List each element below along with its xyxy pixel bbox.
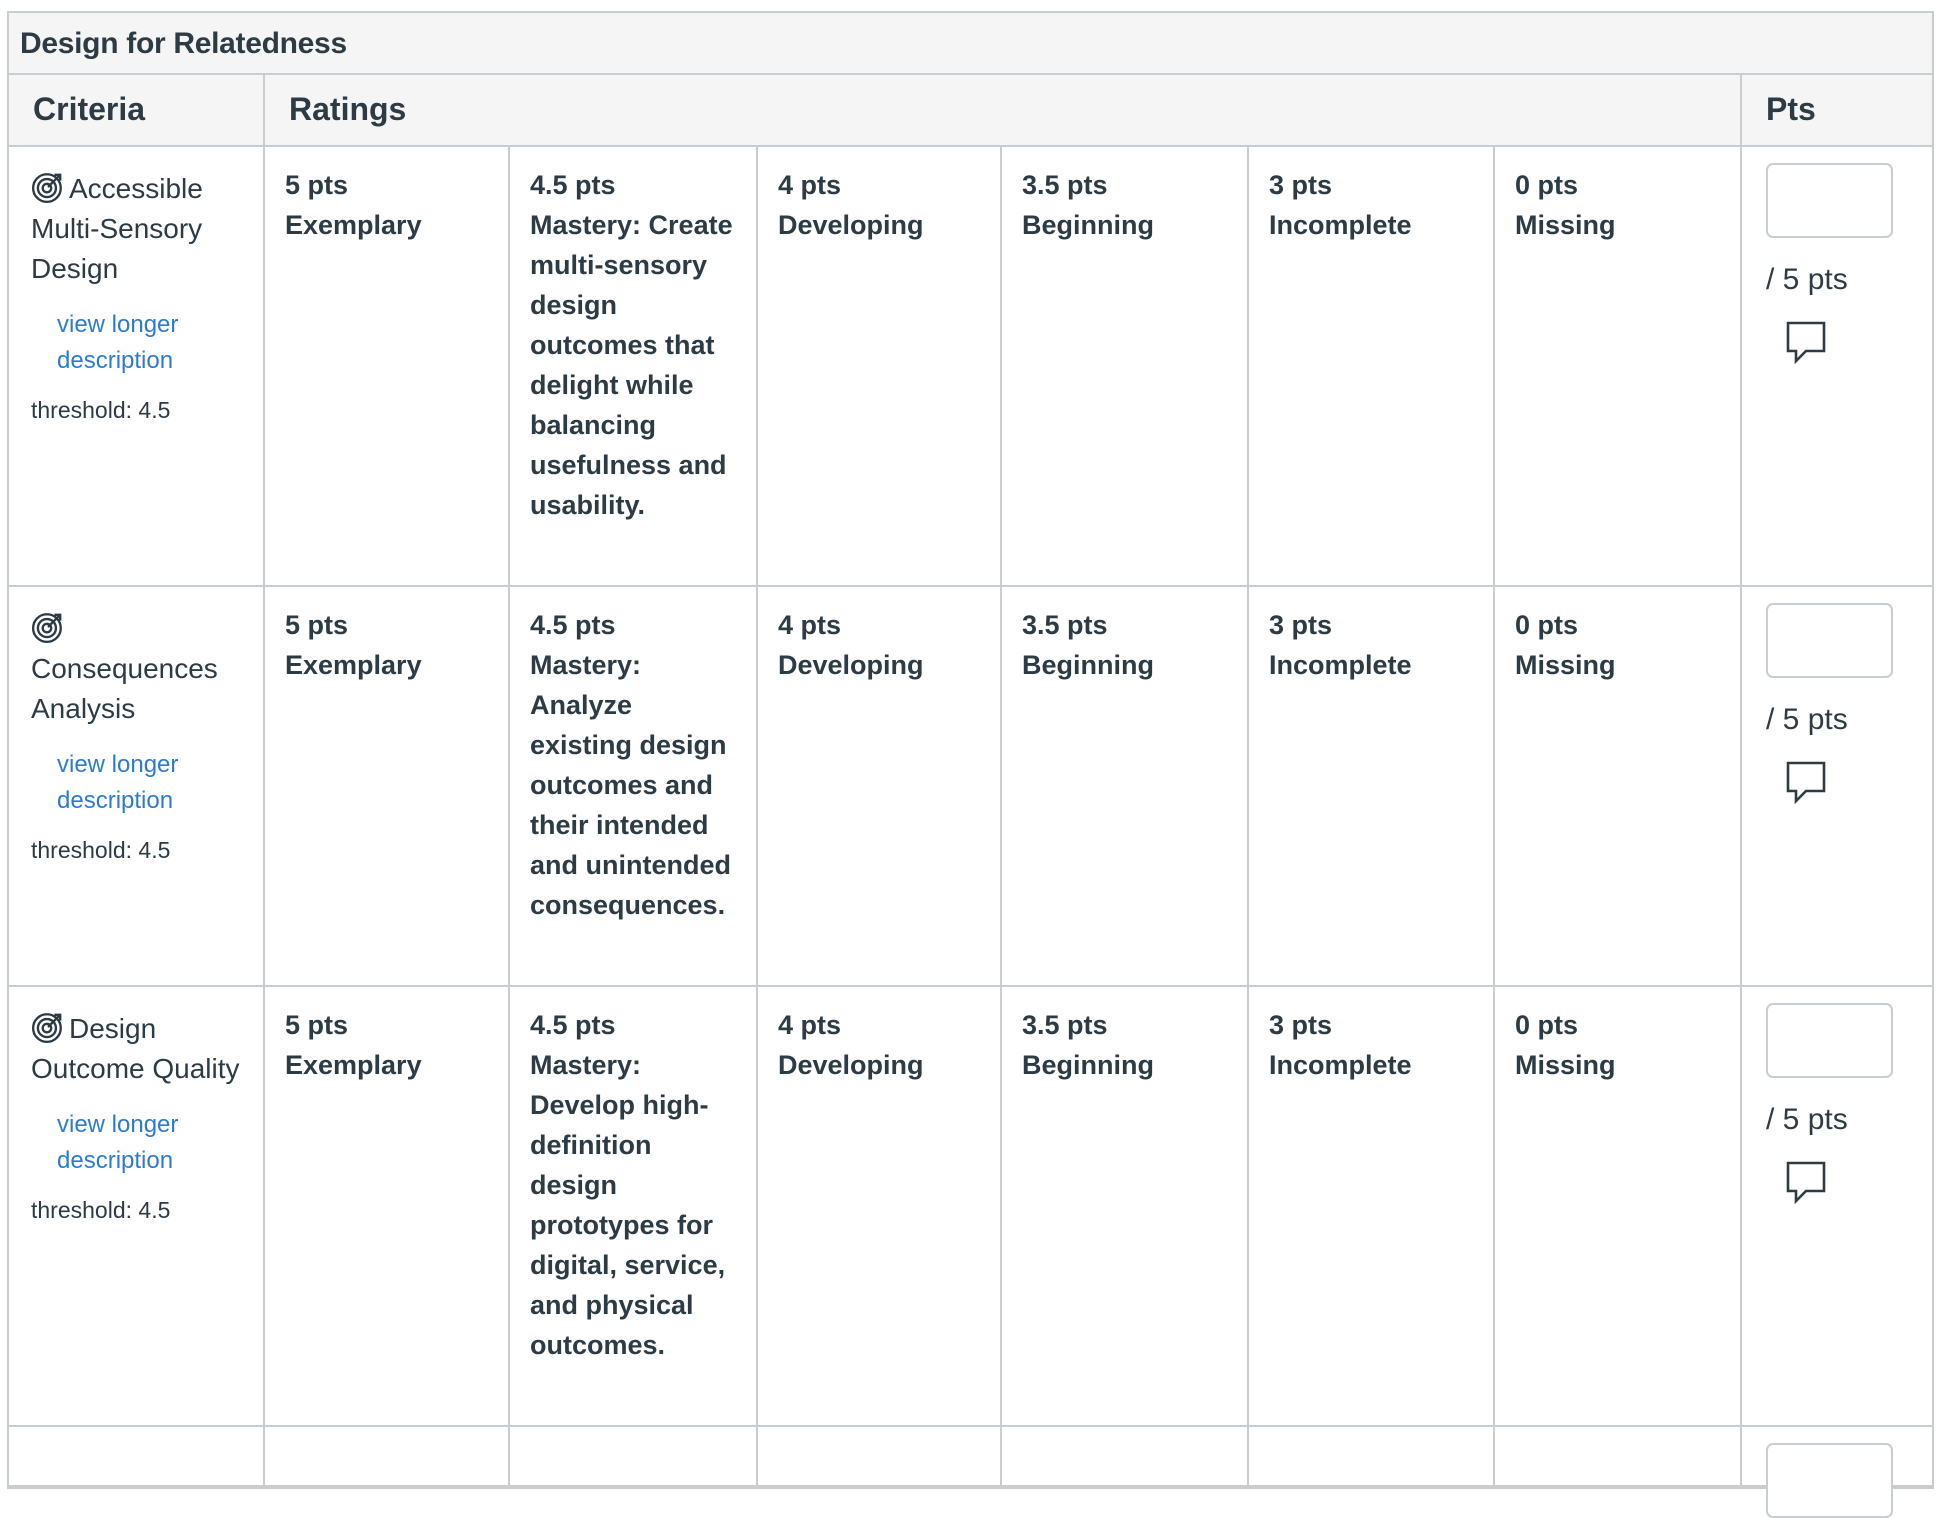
- rating-cell: [509, 1426, 757, 1486]
- rating-cell[interactable]: [509, 586, 757, 986]
- points-possible: / 5 pts: [1766, 1103, 1848, 1136]
- rating-cell[interactable]: [264, 146, 509, 586]
- rating-description: Incomplete: [1269, 210, 1412, 240]
- criterion-title: Design Outcome Quality: [31, 1013, 240, 1084]
- rating-description: Mastery: Create multi-sensory design outcomes that delight while balancing usefulness and usability.: [530, 210, 733, 520]
- criterion-cell: [9, 1426, 264, 1486]
- criterion-cell: [9, 146, 264, 586]
- rating-points: 3.5 pts: [1022, 1010, 1108, 1040]
- rating-description: Exemplary: [285, 1050, 422, 1080]
- rating-description: Missing: [1515, 1050, 1616, 1080]
- rating-description: Incomplete: [1269, 1050, 1412, 1080]
- rating-cell[interactable]: [264, 586, 509, 986]
- criterion-cell: [9, 986, 264, 1426]
- points-possible: / 5 pts: [1766, 263, 1848, 296]
- points-cell: [1741, 146, 1932, 586]
- rubric-table: [7, 11, 1934, 1489]
- rating-cell[interactable]: [509, 986, 757, 1426]
- rating-points: 3.5 pts: [1022, 610, 1108, 640]
- rating-cell[interactable]: [509, 146, 757, 586]
- rating-points: 0 pts: [1515, 610, 1579, 640]
- rating-cell[interactable]: [1248, 986, 1494, 1426]
- rating-points: 4.5 pts: [530, 170, 616, 200]
- comment-icon[interactable]: [1786, 761, 1826, 805]
- rating-points: 5 pts: [285, 170, 349, 200]
- rating-cell[interactable]: [1001, 146, 1248, 586]
- rating-description: Mastery: Develop high-definition design prototypes for digital, service, and physical outcomes.: [530, 1050, 726, 1360]
- target-outcome-icon: [31, 610, 65, 644]
- rating-points: 4 pts: [778, 170, 842, 200]
- rating-points: 4 pts: [778, 610, 842, 640]
- points-input[interactable]: [1766, 603, 1893, 678]
- target-outcome-icon: [31, 170, 65, 204]
- criterion-row: [9, 146, 1932, 586]
- column-header-criteria: Criteria: [9, 75, 264, 146]
- rating-cell[interactable]: [1001, 986, 1248, 1426]
- rating-cell[interactable]: [1248, 586, 1494, 986]
- rating-description: Beginning: [1022, 650, 1154, 680]
- rubric-grid: [9, 75, 1932, 1487]
- rating-points: 3 pts: [1269, 1010, 1333, 1040]
- points-input[interactable]: [1766, 1003, 1893, 1078]
- view-longer-description-link[interactable]: view longer description: [57, 311, 179, 374]
- view-longer-description-link[interactable]: view longer description: [57, 751, 179, 814]
- rating-points: 3.5 pts: [1022, 170, 1108, 200]
- rating-cell[interactable]: [1494, 586, 1741, 986]
- rating-cell[interactable]: [757, 986, 1001, 1426]
- rating-cell: [1248, 1426, 1494, 1486]
- criterion-title: Accessible Multi-Sensory Design: [31, 173, 203, 284]
- threshold-label: threshold: 4.5: [31, 1197, 171, 1223]
- comment-icon[interactable]: [1786, 1161, 1826, 1205]
- rating-description: Exemplary: [285, 210, 422, 240]
- rating-points: 0 pts: [1515, 1010, 1579, 1040]
- points-possible: / 5 pts: [1766, 703, 1848, 736]
- comment-icon[interactable]: [1786, 321, 1826, 365]
- rating-points: 4.5 pts: [530, 610, 616, 640]
- column-header-ratings: Ratings: [264, 75, 1741, 146]
- rating-points: 3 pts: [1269, 170, 1333, 200]
- criterion-row: [9, 986, 1932, 1426]
- rating-cell[interactable]: [1001, 586, 1248, 986]
- rating-description: Mastery: Analyze existing design outcomes and their intended and unintended consequences.: [530, 650, 731, 920]
- criterion-title: Consequences Analysis: [31, 653, 218, 724]
- rating-description: Developing: [778, 210, 924, 240]
- rating-points: 0 pts: [1515, 170, 1579, 200]
- rating-description: Missing: [1515, 650, 1616, 680]
- rating-points: 4 pts: [778, 1010, 842, 1040]
- rating-cell: [1494, 1426, 1741, 1486]
- rating-description: Beginning: [1022, 1050, 1154, 1080]
- target-outcome-icon: [31, 1010, 65, 1044]
- criterion-cell: [9, 586, 264, 986]
- rubric-title: Design for Relatedness: [9, 13, 1932, 75]
- criterion-row: [9, 586, 1932, 986]
- rating-description: Beginning: [1022, 210, 1154, 240]
- rating-cell: [1001, 1426, 1248, 1486]
- rating-description: Missing: [1515, 210, 1616, 240]
- points-cell: [1741, 986, 1932, 1426]
- rating-cell[interactable]: [757, 586, 1001, 986]
- rating-description: Exemplary: [285, 650, 422, 680]
- rating-cell[interactable]: [757, 146, 1001, 586]
- rating-cell: [757, 1426, 1001, 1486]
- threshold-label: threshold: 4.5: [31, 837, 171, 863]
- rating-points: 4.5 pts: [530, 1010, 616, 1040]
- points-cell: [1741, 586, 1932, 986]
- rating-points: 5 pts: [285, 1010, 349, 1040]
- column-header-pts: Pts: [1741, 75, 1932, 146]
- rating-points: 3 pts: [1269, 610, 1333, 640]
- points-input[interactable]: [1766, 163, 1893, 238]
- rating-cell[interactable]: [264, 986, 509, 1426]
- points-cell: [1741, 1426, 1932, 1486]
- points-input[interactable]: [1766, 1443, 1893, 1518]
- rating-cell[interactable]: [1494, 986, 1741, 1426]
- rating-description: Developing: [778, 650, 924, 680]
- rating-description: Incomplete: [1269, 650, 1412, 680]
- rating-cell[interactable]: [1494, 146, 1741, 586]
- rating-cell: [264, 1426, 509, 1486]
- rating-cell[interactable]: [1248, 146, 1494, 586]
- criterion-row-partial: [9, 1426, 1932, 1486]
- rating-points: 5 pts: [285, 610, 349, 640]
- rating-description: Developing: [778, 1050, 924, 1080]
- threshold-label: threshold: 4.5: [31, 397, 171, 423]
- view-longer-description-link[interactable]: view longer description: [57, 1111, 179, 1174]
